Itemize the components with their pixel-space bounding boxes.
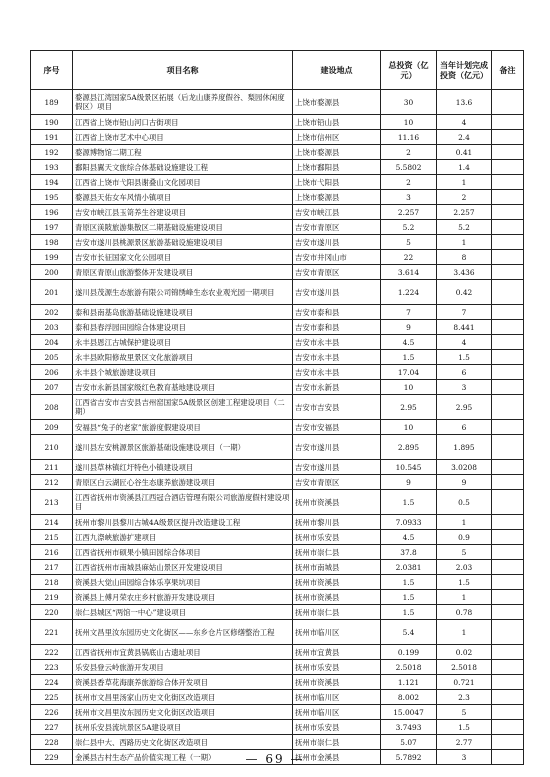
cell-no: 209 [31,420,73,435]
cell-no: 216 [31,545,73,560]
cell-note [492,395,524,420]
table-row [31,530,524,545]
cell-no: 199 [31,250,73,265]
cell-no: 200 [31,265,73,280]
cell-no: 211 [31,460,73,475]
header-note: 备注 [492,51,524,90]
cell-total-investment: 3.7493 [381,720,437,735]
cell-total-investment: 5.7892 [381,750,437,765]
cell-no: 213 [31,490,73,515]
cell-total-investment: 5.4 [381,620,437,645]
table-row [31,365,524,380]
cell-annual-plan: 1 [437,515,492,530]
table-row [31,335,524,350]
cell-annual-plan: 2.95 [437,395,492,420]
cell-annual-plan: 3.436 [437,265,492,280]
cell-annual-plan: 2.5018 [437,660,492,675]
table-row [31,175,524,190]
cell-note [492,305,524,320]
cell-location: 吉安市永丰县 [293,335,381,350]
header-annual-plan: 当年计划完成投资（亿元） [437,51,492,90]
cell-location: 抚州市资溪县 [293,590,381,605]
cell-no: 221 [31,620,73,645]
cell-project-name: 婺源博物馆二期工程 [73,145,293,160]
table-row [31,115,524,130]
cell-note [492,280,524,305]
cell-location: 上饶市婺源县 [293,90,381,115]
cell-location: 抚州市临川区 [293,705,381,720]
cell-no: 190 [31,115,73,130]
cell-note [492,435,524,460]
cell-note [492,350,524,365]
table-row [31,305,524,320]
cell-no: 197 [31,220,73,235]
cell-project-name: 抚州乐安县流坑景区5A建设项目 [73,720,293,735]
cell-no: 208 [31,395,73,420]
cell-annual-plan: 0.78 [437,605,492,620]
cell-total-investment: 8.002 [381,690,437,705]
cell-note [492,145,524,160]
cell-total-investment: 1.5 [381,605,437,620]
cell-total-investment: 5 [381,235,437,250]
cell-project-name: 永丰县个城旅游建设项目 [73,365,293,380]
cell-location: 吉安市峡江县 [293,205,381,220]
cell-note [492,475,524,490]
cell-project-name: 江西省吉安市吉安县吉州窑国家5A级景区创建工程建设项目（二期） [73,395,293,420]
table-row [31,320,524,335]
cell-project-name: 江西九漈峡旅游扩建项目 [73,530,293,545]
cell-location: 吉安市遂川县 [293,435,381,460]
cell-note [492,420,524,435]
cell-total-investment: 22 [381,250,437,265]
cell-project-name: 婺源县天佑女车风情小镇项目 [73,190,293,205]
table-row [31,460,524,475]
cell-total-investment: 0.199 [381,645,437,660]
cell-location: 上饶市信州区 [293,130,381,145]
cell-project-name: 江西省抚州市硕果小镇田园综合体项目 [73,545,293,560]
cell-annual-plan: 2 [437,190,492,205]
cell-note [492,705,524,720]
cell-annual-plan: 0.9 [437,530,492,545]
cell-note [492,575,524,590]
table-row [31,735,524,750]
cell-no: 217 [31,560,73,575]
cell-no: 204 [31,335,73,350]
cell-project-name: 青原区白云湖匠心谷生态康养旅游建设项目 [73,475,293,490]
cell-note [492,265,524,280]
cell-note [492,205,524,220]
cell-total-investment: 3 [381,190,437,205]
cell-annual-plan: 2.4 [437,130,492,145]
table-body [31,90,524,765]
cell-total-investment: 2.257 [381,205,437,220]
cell-project-name: 吉安市遂川县桃源景区旅游基础设施建设项目 [73,235,293,250]
cell-project-name: 江西省上饶市铅山河口古街项目 [73,115,293,130]
cell-location: 抚州市乐安县 [293,660,381,675]
cell-note [492,380,524,395]
cell-location: 上饶市鄱阳县 [293,160,381,175]
cell-annual-plan: 3 [437,380,492,395]
cell-no: 201 [31,280,73,305]
cell-location: 吉安市遂川县 [293,460,381,475]
cell-total-investment: 9 [381,320,437,335]
cell-location: 抚州市资溪县 [293,575,381,590]
cell-project-name: 婺源县江湾国家5A级景区拓展（后龙山康养度假谷、梨园休闲度假区）项目 [73,90,293,115]
cell-project-name: 青原区青原山旅游整体开发建设项目 [73,265,293,280]
cell-annual-plan: 6 [437,365,492,380]
table-row [31,690,524,705]
cell-annual-plan: 4 [437,115,492,130]
cell-total-investment: 2.5018 [381,660,437,675]
table-row [31,145,524,160]
cell-note [492,115,524,130]
cell-annual-plan: 2.03 [437,560,492,575]
cell-project-name: 遂川县茂源生态旅游有限公司锦绣峰生态农业观光园一期项目 [73,280,293,305]
cell-location: 吉安市遂川县 [293,235,381,250]
cell-note [492,130,524,145]
table-header-row [31,51,524,90]
cell-no: 222 [31,645,73,660]
cell-note [492,175,524,190]
cell-location: 吉安市青原区 [293,220,381,235]
table-row [31,435,524,460]
cell-project-name: 青原区渼陂旅游集散区二期基础设施建设项目 [73,220,293,235]
cell-location: 吉安市安福县 [293,420,381,435]
cell-annual-plan: 5 [437,545,492,560]
cell-no: 220 [31,605,73,620]
cell-project-name: 遂川县草林镇红圩特色小镇建设项目 [73,460,293,475]
cell-location: 抚州市资溪县 [293,490,381,515]
cell-no: 228 [31,735,73,750]
table-row [31,420,524,435]
cell-location: 抚州市临川区 [293,690,381,705]
table-row [31,190,524,205]
cell-project-name: 乐安县登云岭旅游开发项目 [73,660,293,675]
cell-no: 195 [31,190,73,205]
table-row [31,545,524,560]
cell-annual-plan: 1.895 [437,435,492,460]
cell-location: 上饶市婺源县 [293,190,381,205]
cell-project-name: 吉安市长征国家文化公园项目 [73,250,293,265]
cell-location: 抚州市崇仁县 [293,605,381,620]
table-row [31,250,524,265]
header-location: 建设地点 [293,51,381,90]
cell-note [492,335,524,350]
cell-annual-plan: 0.42 [437,280,492,305]
cell-annual-plan: 9 [437,475,492,490]
cell-location: 吉安市永新县 [293,380,381,395]
cell-total-investment: 5.5802 [381,160,437,175]
cell-annual-plan: 1.5 [437,350,492,365]
cell-total-investment: 4.5 [381,530,437,545]
table-row [31,90,524,115]
table-row [31,705,524,720]
table-row [31,220,524,235]
cell-note [492,675,524,690]
cell-project-name: 永丰县欧阳修故里景区文化旅游项目 [73,350,293,365]
cell-project-name: 抚州市黎川县黎川古城4A级景区提升改造建设工程 [73,515,293,530]
cell-project-name: 江西省抚州市南城县麻姑山景区开发建设项目 [73,560,293,575]
cell-location: 抚州市金溪县 [293,750,381,765]
cell-total-investment: 1.224 [381,280,437,305]
table-row [31,720,524,735]
cell-project-name: 安福县“兔子的老家”旅游度假建设项目 [73,420,293,435]
cell-annual-plan: 0.5 [437,490,492,515]
cell-total-investment: 2 [381,175,437,190]
cell-total-investment: 37.8 [381,545,437,560]
cell-total-investment: 2.0381 [381,560,437,575]
cell-project-name: 资溪县香草花海康养旅游综合体开发项目 [73,675,293,690]
cell-total-investment: 30 [381,90,437,115]
cell-annual-plan: 0.721 [437,675,492,690]
cell-note [492,590,524,605]
cell-project-name: 江西省上饶市弋阳县谢叠山文化园项目 [73,175,293,190]
cell-annual-plan: 1 [437,235,492,250]
cell-project-name: 抚州市文昌里汝东园历史文化街区改造项目 [73,705,293,720]
cell-no: 218 [31,575,73,590]
cell-note [492,645,524,660]
table-row [31,515,524,530]
table-row [31,660,524,675]
cell-no: 215 [31,530,73,545]
cell-total-investment: 2.895 [381,435,437,460]
cell-project-name: 江西省抚州市宜黄县锅底山古遗址项目 [73,645,293,660]
cell-note [492,365,524,380]
cell-total-investment: 7 [381,305,437,320]
cell-no: 226 [31,705,73,720]
cell-total-investment: 10.545 [381,460,437,475]
cell-location: 抚州市乐安县 [293,720,381,735]
cell-project-name: 吉安市永新县国家级红色教育基地建设项目 [73,380,293,395]
header-no: 序号 [31,51,73,90]
cell-annual-plan: 1 [437,590,492,605]
table-row [31,575,524,590]
cell-project-name: 资溪县大觉山田园综合体乐享果坑项目 [73,575,293,590]
cell-annual-plan: 2.257 [437,205,492,220]
cell-location: 抚州市南城县 [293,560,381,575]
cell-location: 抚州市资溪县 [293,675,381,690]
cell-total-investment: 1.5 [381,490,437,515]
table-row [31,395,524,420]
cell-annual-plan: 5 [437,705,492,720]
cell-annual-plan: 8 [437,250,492,265]
header-project-name: 项目名称 [73,51,293,90]
cell-note [492,660,524,675]
cell-annual-plan: 3.0208 [437,460,492,475]
cell-project-name: 泰和县南基岛旅游基础设施建设项目 [73,305,293,320]
table-row [31,645,524,660]
cell-total-investment: 4.5 [381,335,437,350]
cell-location: 抚州市宜黄县 [293,645,381,660]
cell-note [492,720,524,735]
table-row [31,235,524,250]
table-row [31,620,524,645]
cell-total-investment: 2 [381,145,437,160]
cell-no: 206 [31,365,73,380]
cell-note [492,560,524,575]
cell-project-name: 江西省抚州市资溪县江西冠合酒店管理有限公司旅游度假村建设项目 [73,490,293,515]
cell-annual-plan: 0.02 [437,645,492,660]
cell-project-name: 崇仁县中大、西路历史文化街区改造项目 [73,735,293,750]
cell-location: 抚州市崇仁县 [293,545,381,560]
cell-annual-plan: 7 [437,305,492,320]
cell-note [492,530,524,545]
cell-annual-plan: 4 [437,335,492,350]
cell-location: 吉安市永丰县 [293,350,381,365]
cell-no: 219 [31,590,73,605]
cell-project-name: 吉安市峡江县玉笥养生谷建设项目 [73,205,293,220]
cell-location: 吉安市泰和县 [293,320,381,335]
cell-total-investment: 1.5 [381,350,437,365]
cell-no: 198 [31,235,73,250]
cell-no: 214 [31,515,73,530]
cell-no: 223 [31,660,73,675]
cell-location: 吉安市永丰县 [293,365,381,380]
cell-no: 207 [31,380,73,395]
cell-total-investment: 5.07 [381,735,437,750]
table-row [31,130,524,145]
cell-note [492,605,524,620]
cell-annual-plan: 8.441 [437,320,492,335]
cell-annual-plan: 1.4 [437,160,492,175]
table-row [31,160,524,175]
cell-total-investment: 7.0933 [381,515,437,530]
cell-annual-plan: 1 [437,175,492,190]
project-table-container [30,50,523,765]
cell-annual-plan: 1.5 [437,720,492,735]
cell-no: 225 [31,690,73,705]
cell-project-name: 江西省上饶市艺术中心项目 [73,130,293,145]
cell-total-investment: 10 [381,115,437,130]
cell-no: 212 [31,475,73,490]
cell-total-investment: 2.95 [381,395,437,420]
cell-no: 192 [31,145,73,160]
cell-project-name: 泰和县春浮园田园综合体建设项目 [73,320,293,335]
cell-annual-plan: 0.41 [437,145,492,160]
cell-annual-plan: 5.2 [437,220,492,235]
table-row [31,675,524,690]
cell-location: 抚州市崇仁县 [293,735,381,750]
cell-note [492,320,524,335]
cell-no: 229 [31,750,73,765]
cell-location: 吉安市泰和县 [293,305,381,320]
cell-project-name: 鄱阳县翼天文旅综合体基础设施建设工程 [73,160,293,175]
table-row [31,560,524,575]
cell-project-name: 抚州市文昌里汤家山历史文化街区改造项目 [73,690,293,705]
cell-location: 抚州市临川区 [293,620,381,645]
cell-location: 抚州市乐安县 [293,530,381,545]
cell-no: 196 [31,205,73,220]
table-row [31,380,524,395]
table-row [31,280,524,305]
table-row [31,350,524,365]
project-table [30,50,524,765]
cell-no: 189 [31,90,73,115]
table-row [31,490,524,515]
cell-project-name: 遂川县左安桃源景区旅游基础设施建设项目（一期） [73,435,293,460]
cell-note [492,90,524,115]
cell-location: 吉安市井冈山市 [293,250,381,265]
cell-project-name: 资溪县上傅月荣农庄乡村旅游开发建设项目 [73,590,293,605]
cell-note [492,460,524,475]
table-row [31,205,524,220]
cell-location: 吉安市遂川县 [293,280,381,305]
cell-location: 上饶市弋阳县 [293,175,381,190]
cell-total-investment: 1.121 [381,675,437,690]
cell-location: 吉安市吉安县 [293,395,381,420]
cell-no: 227 [31,720,73,735]
cell-note [492,515,524,530]
cell-project-name: 崇仁县城区“两馆一中心”建设项目 [73,605,293,620]
cell-no: 203 [31,320,73,335]
cell-note [492,160,524,175]
cell-total-investment: 15.0047 [381,705,437,720]
cell-annual-plan: 2.77 [437,735,492,750]
cell-project-name: 金溪县古村生态产品价值实现工程（一期） [73,750,293,765]
cell-total-investment: 3.614 [381,265,437,280]
cell-note [492,250,524,265]
cell-project-name: 永丰县恩江古城保护建设项目 [73,335,293,350]
cell-no: 202 [31,305,73,320]
cell-annual-plan: 6 [437,420,492,435]
cell-total-investment: 11.16 [381,130,437,145]
cell-note [492,190,524,205]
cell-location: 上饶市婺源县 [293,145,381,160]
cell-no: 210 [31,435,73,460]
page-number: — 69 — [245,752,305,766]
cell-annual-plan: 1 [437,620,492,645]
cell-total-investment: 9 [381,475,437,490]
cell-no: 193 [31,160,73,175]
table-row [31,475,524,490]
cell-annual-plan: 1.5 [437,575,492,590]
cell-annual-plan: 2.3 [437,690,492,705]
cell-location: 上饶市铅山县 [293,115,381,130]
cell-total-investment: 5.2 [381,220,437,235]
cell-note [492,620,524,645]
cell-note [492,220,524,235]
cell-project-name: 抚州文昌里汝东园历史文化街区——东乡仓片区修缮整治工程 [73,620,293,645]
cell-note [492,490,524,515]
cell-no: 205 [31,350,73,365]
cell-no: 191 [31,130,73,145]
cell-no: 194 [31,175,73,190]
cell-annual-plan: 13.6 [437,90,492,115]
cell-total-investment: 1.5 [381,590,437,605]
header-total-investment: 总投资（亿元） [381,51,437,90]
cell-location: 抚州市黎川县 [293,515,381,530]
cell-total-investment: 10 [381,420,437,435]
cell-location: 吉安市青原区 [293,265,381,280]
cell-total-investment: 17.04 [381,365,437,380]
cell-location: 吉安市青原区 [293,475,381,490]
cell-annual-plan: 3 [437,750,492,765]
cell-total-investment: 10 [381,380,437,395]
cell-note [492,735,524,750]
table-row [31,605,524,620]
table-row [31,265,524,280]
cell-total-investment: 1.5 [381,575,437,590]
cell-no: 224 [31,675,73,690]
cell-note [492,235,524,250]
cell-note [492,690,524,705]
table-row [31,590,524,605]
cell-note [492,545,524,560]
